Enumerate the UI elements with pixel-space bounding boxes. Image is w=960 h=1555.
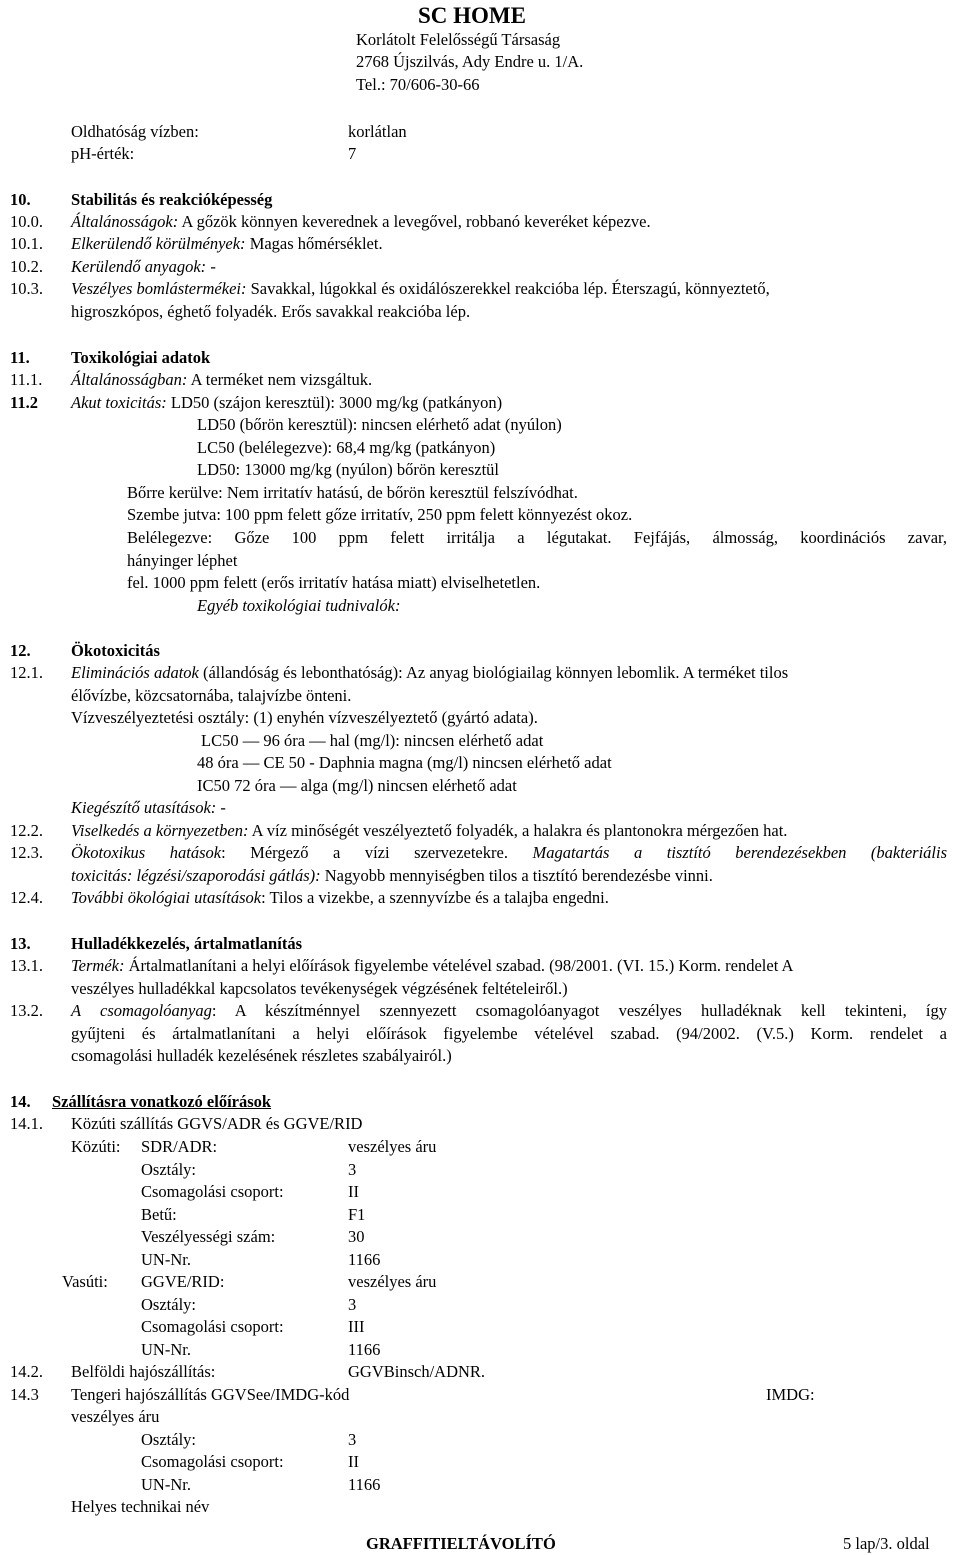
s12-1-line [71, 663, 788, 682]
s12-3-label: Ökotoxikus hatások [71, 843, 222, 862]
rail-label: Vasúti: [62, 1272, 108, 1291]
s11-ld50-dermal: LD50 (bőrön keresztül): nincsen elérhető adat (nyúlon) [197, 415, 562, 434]
s14-3-label: Tengeri hajószállítás GGVSee/IMDG-kód [71, 1385, 350, 1404]
s12-2-number: 12.2. [10, 821, 43, 840]
s12-lc50: LC50 — 96 óra — hal (mg/l): nincsen elérhető adat [201, 731, 544, 750]
s14-3-imdg: IMDG: [766, 1385, 815, 1404]
s12-1-number: 12.1. [10, 663, 43, 682]
company-phone: Tel.: 70/606-30-66 [356, 75, 480, 94]
solubility-label: Oldhatóság vízben: [71, 122, 199, 141]
s11-1-number: 11.1. [10, 370, 43, 389]
s12-water-class: Vízveszélyeztetési osztály: (1) enyhén vízveszélyeztető (gyártó adata). [71, 708, 538, 727]
s12-3-line-cont [71, 866, 713, 885]
s12-1-label: Eliminációs adatok [71, 663, 199, 682]
s12-3-text3: Nagyobb mennyiségben tilos a tisztító berendezésbe vinni. [320, 866, 713, 885]
s12-3-text: : Mérgező a vízi szervezetekre. [221, 843, 508, 862]
s10-3-text: Savakkal, lúgokkal és oxidálószerekkel reakcióba lép. Éterszagú, könnyeztető, [246, 279, 770, 298]
s14-3-value: veszélyes áru [71, 1407, 160, 1426]
solubility-value: korlátlan [348, 122, 407, 141]
s11-eye: Szembe jutva: 100 ppm felett gőze irritatív, 250 ppm felett könnyezést okoz. [127, 505, 633, 524]
s11-inhalation-cont: hányinger léphet [127, 551, 238, 570]
s10-1-number: 10.1. [10, 234, 43, 253]
s12-3-number: 12.3. [10, 843, 43, 862]
rail-row-value: III [348, 1317, 365, 1336]
ph-value: 7 [348, 144, 357, 163]
s12-1-text: (állandóság és lebonthatóság): Az anyag biológiailag könnyen lebomlik. A terméket tilos [198, 663, 789, 682]
s12-ec50: 48 óra — CE 50 - Daphnia magna (mg/l) nincsen elérhető adat [197, 753, 612, 772]
section-13-title: Hulladékkezelés, ártalmatlanítás [71, 934, 302, 953]
s10-1-line [71, 234, 383, 253]
s14-2-label: Belföldi hajószállítás: [71, 1362, 216, 1381]
company-legal-form: Korlátolt Felelősségű Társaság [356, 30, 561, 49]
s10-2-label: Kerülendő anyagok: [71, 257, 207, 276]
s14-3-number: 14.3 [10, 1385, 39, 1404]
rail-row-value: 1166 [348, 1340, 381, 1359]
s13-1-label: Termék: [71, 956, 125, 975]
s10-0-label: Általánosságok: [71, 212, 179, 231]
s12-supplementary [71, 798, 226, 817]
sea-row-label: UN-Nr. [141, 1475, 191, 1494]
ph-label: pH-érték: [71, 144, 135, 163]
s10-3-label: Veszélyes bomlástermékei: [71, 279, 247, 298]
sea-row-value: II [348, 1452, 359, 1471]
s10-3-text-cont: higroszkópos, éghető folyadék. Erős savakkal reakcióba lép. [71, 302, 471, 321]
road-label: Közúti: [71, 1137, 121, 1156]
s13-2-text: : A készítménnyel szennyezett csomagolóanyagot veszélyes hulladéknak kell tekinteni, így [211, 1001, 947, 1020]
s10-2-number: 10.2. [10, 257, 43, 276]
technical-name-label: Helyes technikai név [71, 1497, 210, 1516]
s11-ld50-rabbit: LD50: 13000 mg/kg (nyúlon) bőrön keresztül [197, 460, 499, 479]
s11-2-label: Akut toxicitás: [71, 393, 167, 412]
s13-2-number: 13.2. [10, 1001, 43, 1020]
road-row-value: veszélyes áru [348, 1137, 437, 1156]
section-12-number: 12. [10, 641, 31, 660]
road-row-value: 30 [348, 1227, 365, 1246]
road-row-value: F1 [348, 1205, 366, 1224]
section-11-number: 11. [10, 348, 30, 367]
s11-1-text: A terméket nem vizsgáltuk. [187, 370, 373, 389]
s12-ic50: IC50 72 óra — alga (mg/l) nincsen elérhető adat [197, 776, 517, 795]
section-12-title: Ökotoxicitás [71, 641, 160, 660]
s14-1-number: 14.1. [10, 1114, 43, 1133]
s12-3-label3: toxicitás: légzési/szaporodási gátlás): [71, 866, 321, 885]
footer-page-number: 5 lap/3. oldal [843, 1534, 930, 1553]
s13-2-label: A csomagolóanyag [71, 1001, 212, 1020]
s12-4-number: 12.4. [10, 888, 43, 907]
section-13-number: 13. [10, 934, 31, 953]
sea-row-label: Csomagolási csoport: [141, 1452, 284, 1471]
s12-2-text: A víz minőségét veszélyeztető folyadék, a halakra és plantonokra mérgezően hat. [248, 821, 788, 840]
s10-0-line [71, 212, 651, 231]
rail-row-label: GGVE/RID: [141, 1272, 225, 1291]
s11-other-info: Egyéb toxikológiai tudnivalók: [197, 596, 401, 615]
s13-1-text-cont: veszélyes hulladékkal kapcsolatos tevékenységek végzésének feltételeiről.) [71, 979, 568, 998]
s12-2-line [71, 821, 787, 840]
section-10-number: 10. [10, 190, 31, 209]
road-row-label: Csomagolási csoport: [141, 1182, 284, 1201]
company-name: SC HOME [418, 3, 526, 28]
s13-2-line [71, 1001, 947, 1020]
s12-supplementary-label: Kiegészítő utasítások: [71, 798, 217, 817]
road-row-value: 3 [348, 1160, 357, 1179]
s11-lc50-inhal: LC50 (belélegezve): 68,4 mg/kg (patkányon) [197, 438, 496, 457]
s11-1-label: Általánosságban: [71, 370, 188, 389]
s12-3-line [71, 843, 947, 862]
s12-3-label2: Magatartás a tisztító berendezésekben (bakteriális [532, 843, 947, 862]
company-address: 2768 Újszilvás, Ady Endre u. 1/A. [356, 52, 584, 71]
s10-0-number: 10.0. [10, 212, 43, 231]
section-14-title: Szállításra vonatkozó előírások [52, 1092, 272, 1111]
road-row-label: UN-Nr. [141, 1250, 191, 1269]
section-10-title: Stabilitás és reakcióképesség [71, 190, 273, 209]
s13-1-line [71, 956, 793, 975]
road-row-value: 1166 [348, 1250, 381, 1269]
s11-skin: Bőrre kerülve: Nem irritatív hatású, de bőrön keresztül felszívódhat. [127, 483, 578, 502]
s13-2-text-cont: gyűjteni és ártalmatlanítani a helyi előírások figyelembe vételével szabad. (94/2002. (V.5.) Korm. rendelet a [71, 1024, 947, 1043]
s12-4-label: További ökológiai utasítások [71, 888, 262, 907]
rail-row-value: veszélyes áru [348, 1272, 437, 1291]
s10-1-label: Elkerülendő körülmények: [71, 234, 246, 253]
s14-2-value: GGVBinsch/ADNR. [348, 1362, 486, 1381]
s12-1-text-cont: élővízbe, közcsatornába, talajvízbe önteni. [71, 686, 352, 705]
s10-3-number: 10.3. [10, 279, 43, 298]
s12-supplementary-text: - [216, 798, 226, 817]
s12-2-label: Viselkedés a környezetben: [71, 821, 249, 840]
s11-inhalation: Belélegezve: Gőze 100 ppm felett irritálja a légutakat. Fejfájás, álmosság, koordinációs zavar, [127, 528, 947, 547]
s11-2-line [71, 393, 502, 412]
road-row-value: II [348, 1182, 359, 1201]
sea-row-value: 1166 [348, 1475, 381, 1494]
section-14-number: 14. [10, 1092, 31, 1111]
rail-row-label: Osztály: [141, 1295, 196, 1314]
s11-2-number: 11.2 [10, 393, 38, 412]
s10-1-text: Magas hőmérséklet. [245, 234, 383, 253]
rail-row-value: 3 [348, 1295, 357, 1314]
s11-1-line [71, 370, 372, 389]
section-11-title: Toxikológiai adatok [71, 348, 211, 367]
rail-row-label: Csomagolási csoport: [141, 1317, 284, 1336]
road-row-label: Osztály: [141, 1160, 196, 1179]
road-row-label: SDR/ADR: [141, 1137, 218, 1156]
s10-3-line [71, 279, 770, 298]
s14-1-title: Közúti szállítás GGVS/ADR és GGVE/RID [71, 1114, 363, 1133]
s10-0-text: A gőzök könnyen keverednek a levegővel, robbanó keveréket képezve. [178, 212, 651, 231]
s13-1-text: Ártalmatlanítani a helyi előírások figyelembe vételével szabad. (98/2001. (VI. 15.) Korm. rendelet A [124, 956, 794, 975]
s14-2-number: 14.2. [10, 1362, 43, 1381]
sea-row-value: 3 [348, 1430, 357, 1449]
road-row-label: Betű: [141, 1205, 177, 1224]
sea-row-label: Osztály: [141, 1430, 196, 1449]
s10-2-text: - [206, 257, 216, 276]
s12-4-text: : Tilos a vizekbe, a szennyvízbe és a talajba engedni. [261, 888, 609, 907]
footer-product-name: GRAFFITIELTÁVOLÍTÓ [366, 1534, 556, 1553]
s12-4-line [71, 888, 609, 907]
s13-2-text-cont2: csomagolási hulladék kezelésének részletes szabályairól.) [71, 1046, 452, 1065]
s11-2-text: LD50 (szájon keresztül): 3000 mg/kg (patkányon) [166, 393, 503, 412]
s10-2-line [71, 257, 216, 276]
s11-inhalation-cont2: fel. 1000 ppm felett (erős irritatív hatása miatt) elviselhetetlen. [127, 573, 541, 592]
s13-1-number: 13.1. [10, 956, 43, 975]
rail-row-label: UN-Nr. [141, 1340, 191, 1359]
road-row-label: Veszélyességi szám: [141, 1227, 276, 1246]
